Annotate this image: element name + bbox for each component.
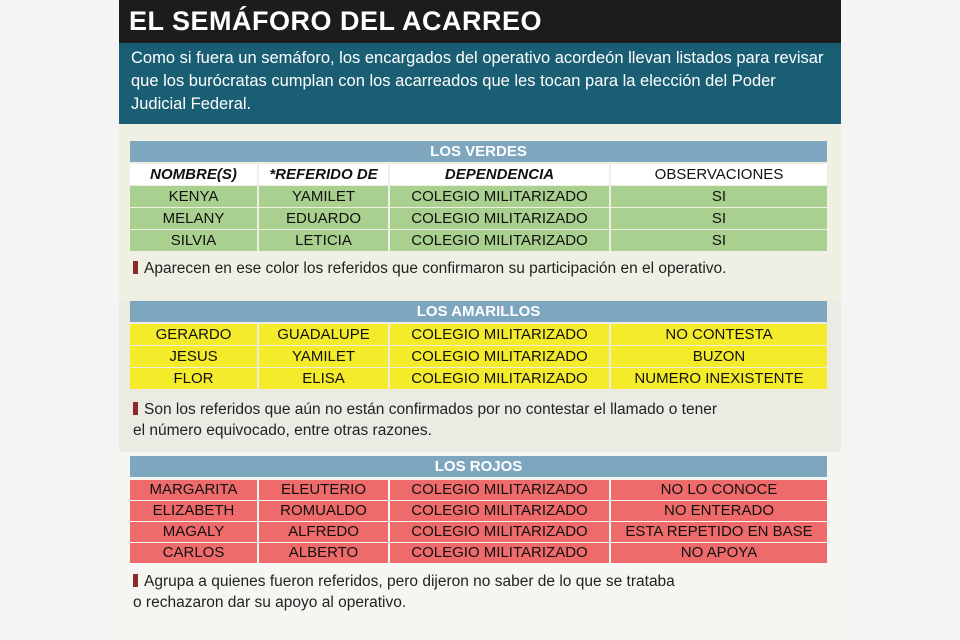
- cell-referido: ELISA: [259, 368, 388, 389]
- cell-referido: LETICIA: [259, 230, 388, 251]
- cell-observaciones: NUMERO INEXISTENTE: [611, 368, 827, 389]
- cell-referido: ELEUTERIO: [259, 480, 388, 500]
- cell-observaciones: NO LO CONOCE: [611, 480, 827, 500]
- bullet-marker-icon: [133, 402, 138, 415]
- note-text: Aparecen en ese color los referidos que confirmaron su participación en el operativo.: [144, 260, 727, 277]
- infographic-card: [119, 0, 841, 640]
- cell-referido: ALFREDO: [259, 522, 388, 542]
- table-amarillos: [130, 324, 827, 390]
- column-header-dependencia: DEPENDENCIA: [390, 164, 609, 185]
- cell-observaciones: NO ENTERADO: [611, 501, 827, 521]
- cell-referido: ALBERTO: [259, 543, 388, 563]
- bullet-marker-icon: [133, 261, 138, 274]
- table-rojos: [130, 480, 827, 564]
- note-text-line2: o rechazaron dar su apoyo al operativo.: [133, 594, 407, 611]
- section-title-rojos: LOS ROJOS: [130, 456, 827, 477]
- cell-referido: EDUARDO: [259, 208, 388, 229]
- cell-nombre: FLOR: [130, 368, 257, 389]
- cell-dependencia: COLEGIO MILITARIZADO: [390, 543, 609, 563]
- table-row: [130, 346, 827, 367]
- infographic-title: EL SEMÁFORO DEL ACARREO: [119, 0, 841, 43]
- cell-nombre: SILVIA: [130, 230, 257, 251]
- table-row: [130, 208, 827, 229]
- cell-dependencia: COLEGIO MILITARIZADO: [390, 522, 609, 542]
- table-row: [130, 324, 827, 345]
- note-rojos: [133, 571, 823, 613]
- section-title-amarillos: LOS AMARILLOS: [130, 301, 827, 322]
- table-header-row: [130, 164, 827, 185]
- table-row: [130, 543, 827, 564]
- column-header-observaciones: OBSERVACIONES: [611, 164, 827, 185]
- section-verdes: [119, 124, 841, 300]
- cell-dependencia: COLEGIO MILITARIZADO: [390, 208, 609, 229]
- cell-nombre: ELIZABETH: [130, 501, 257, 521]
- cell-observaciones: SI: [611, 208, 827, 229]
- table-row: [130, 186, 827, 207]
- cell-referido: YAMILET: [259, 346, 388, 367]
- cell-nombre: GERARDO: [130, 324, 257, 345]
- cell-dependencia: COLEGIO MILITARIZADO: [390, 368, 609, 389]
- table-row: [130, 480, 827, 501]
- cell-referido: YAMILET: [259, 186, 388, 207]
- cell-dependencia: COLEGIO MILITARIZADO: [390, 186, 609, 207]
- cell-dependencia: COLEGIO MILITARIZADO: [390, 480, 609, 500]
- column-header-nombres: NOMBRE(S): [130, 164, 257, 185]
- cell-dependencia: COLEGIO MILITARIZADO: [390, 346, 609, 367]
- cell-nombre: CARLOS: [130, 543, 257, 563]
- table-row: [130, 230, 827, 251]
- note-verdes: [133, 258, 823, 279]
- section-amarillos: [119, 300, 841, 452]
- table-row: [130, 522, 827, 543]
- table-verdes: [130, 164, 827, 252]
- note-text-line2: el número equivocado, entre otras razones.: [133, 422, 432, 439]
- section-rojos: [119, 452, 841, 640]
- cell-nombre: MELANY: [130, 208, 257, 229]
- note-text-line1: Son los referidos que aún no están confirmados por no contestar el llamado o tener: [144, 401, 717, 418]
- section-title-verdes: LOS VERDES: [130, 141, 827, 162]
- table-row: [130, 368, 827, 389]
- cell-observaciones: BUZON: [611, 346, 827, 367]
- cell-dependencia: COLEGIO MILITARIZADO: [390, 230, 609, 251]
- note-amarillos: [133, 399, 823, 441]
- cell-nombre: JESUS: [130, 346, 257, 367]
- cell-observaciones: NO APOYA: [611, 543, 827, 563]
- column-header-referido: *REFERIDO DE: [259, 164, 388, 185]
- note-text-line1: Agrupa a quienes fueron referidos, pero dijeron no saber de lo que se trataba: [144, 573, 675, 590]
- bullet-marker-icon: [133, 574, 138, 587]
- cell-nombre: KENYA: [130, 186, 257, 207]
- cell-nombre: MARGARITA: [130, 480, 257, 500]
- table-row: [130, 501, 827, 522]
- cell-referido: GUADALUPE: [259, 324, 388, 345]
- cell-dependencia: COLEGIO MILITARIZADO: [390, 501, 609, 521]
- cell-observaciones: SI: [611, 186, 827, 207]
- cell-nombre: MAGALY: [130, 522, 257, 542]
- cell-dependencia: COLEGIO MILITARIZADO: [390, 324, 609, 345]
- cell-observaciones: ESTA REPETIDO EN BASE: [611, 522, 827, 542]
- cell-observaciones: NO CONTESTA: [611, 324, 827, 345]
- cell-referido: ROMUALDO: [259, 501, 388, 521]
- cell-observaciones: SI: [611, 230, 827, 251]
- intro-text: Como si fuera un semáforo, los encargados del operativo acordeón llevan listados para revisar que los burócratas cumplan con los acarreados que les tocan para la elección del Poder Judicial Federal.: [119, 43, 841, 124]
